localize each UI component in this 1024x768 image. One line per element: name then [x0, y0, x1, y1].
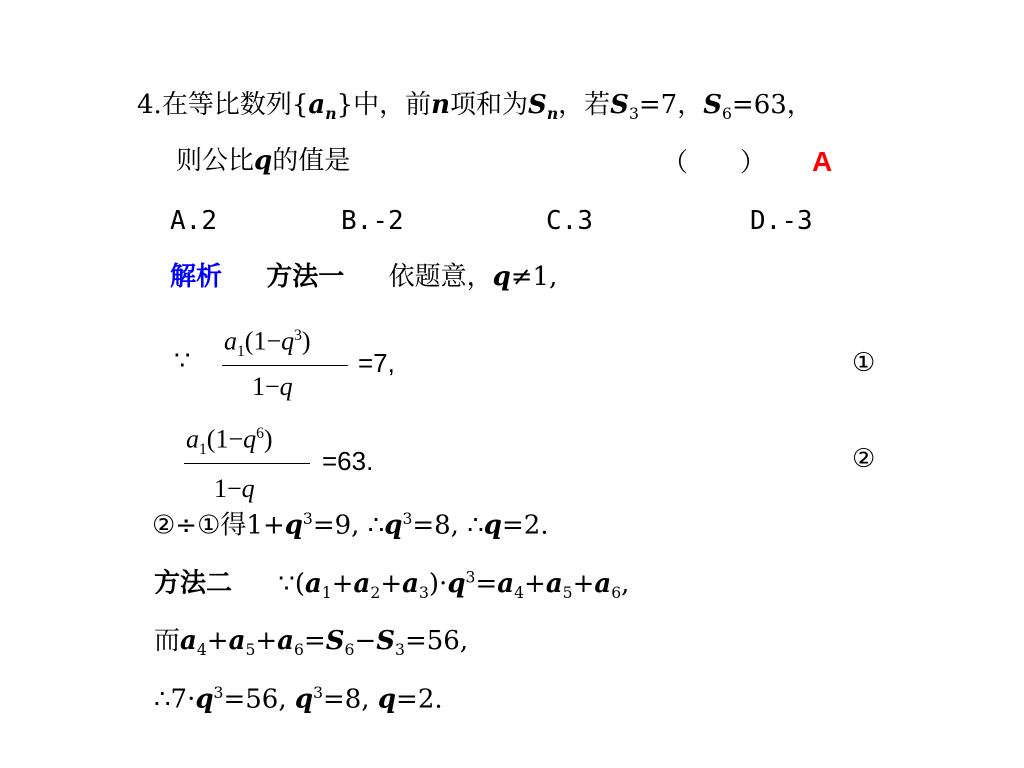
- method1-intro: 依题意，q≠1,: [388, 262, 558, 292]
- method1-title: 方法一: [266, 262, 345, 292]
- eq2-numerator: $a_1(1-q^6)$: [186, 424, 273, 458]
- solution-heading: 解析: [170, 262, 223, 292]
- option-b: B.-2: [341, 206, 404, 236]
- eq1-fraction-bar: [222, 365, 348, 366]
- eq1-numerator: $a_1(1-q^3)$: [224, 326, 311, 360]
- eq1-tag: ①: [852, 348, 876, 378]
- eq1-rhs: =7,: [358, 348, 395, 378]
- step-divide: ②÷①得$1+q^3=9$, $\therefore q^3=8$, ∴q=2.: [152, 510, 549, 541]
- solution-heading-line: [170, 264, 557, 290]
- problem-line-1: 4.在等比数列$\{a_n\}$中，前n项和为$S_n$，若$S_3=7$，$S_6=63$，: [137, 90, 813, 124]
- eq2-denominator: 1−q: [214, 474, 255, 503]
- answer-bracket: （ ）: [662, 148, 767, 178]
- because-symbol: ∵: [174, 346, 191, 376]
- answer-choice: A: [812, 146, 833, 177]
- problem-line-2: 则公比q的值是: [176, 146, 351, 176]
- eq2-tag: ②: [852, 444, 876, 474]
- method2-title: 方法二: [154, 568, 233, 599]
- eq1-denominator: 1−q: [252, 372, 293, 401]
- eq2-rhs: =63.: [322, 446, 374, 476]
- method2-line-1: 方法二 $\because(a_1+a_2+a_3)\cdot q^3=a_4+a_5+a_6$,: [154, 568, 630, 602]
- option-d: D.-3: [750, 206, 813, 236]
- eq2-fraction-bar: [184, 463, 310, 464]
- method2-line-2: 而$a_4+a_5+a_6=S_6-S_3=56$,: [154, 626, 469, 660]
- fraction-eq1: [222, 326, 352, 406]
- method2-line-3: $\therefore 7\cdot q^3=56$, $q^3=8$, q=2.: [154, 684, 443, 715]
- problem-number: 4.: [137, 90, 162, 120]
- option-c: C.3: [546, 206, 593, 236]
- fraction-eq2: [184, 424, 314, 504]
- option-a: A.2: [170, 206, 217, 236]
